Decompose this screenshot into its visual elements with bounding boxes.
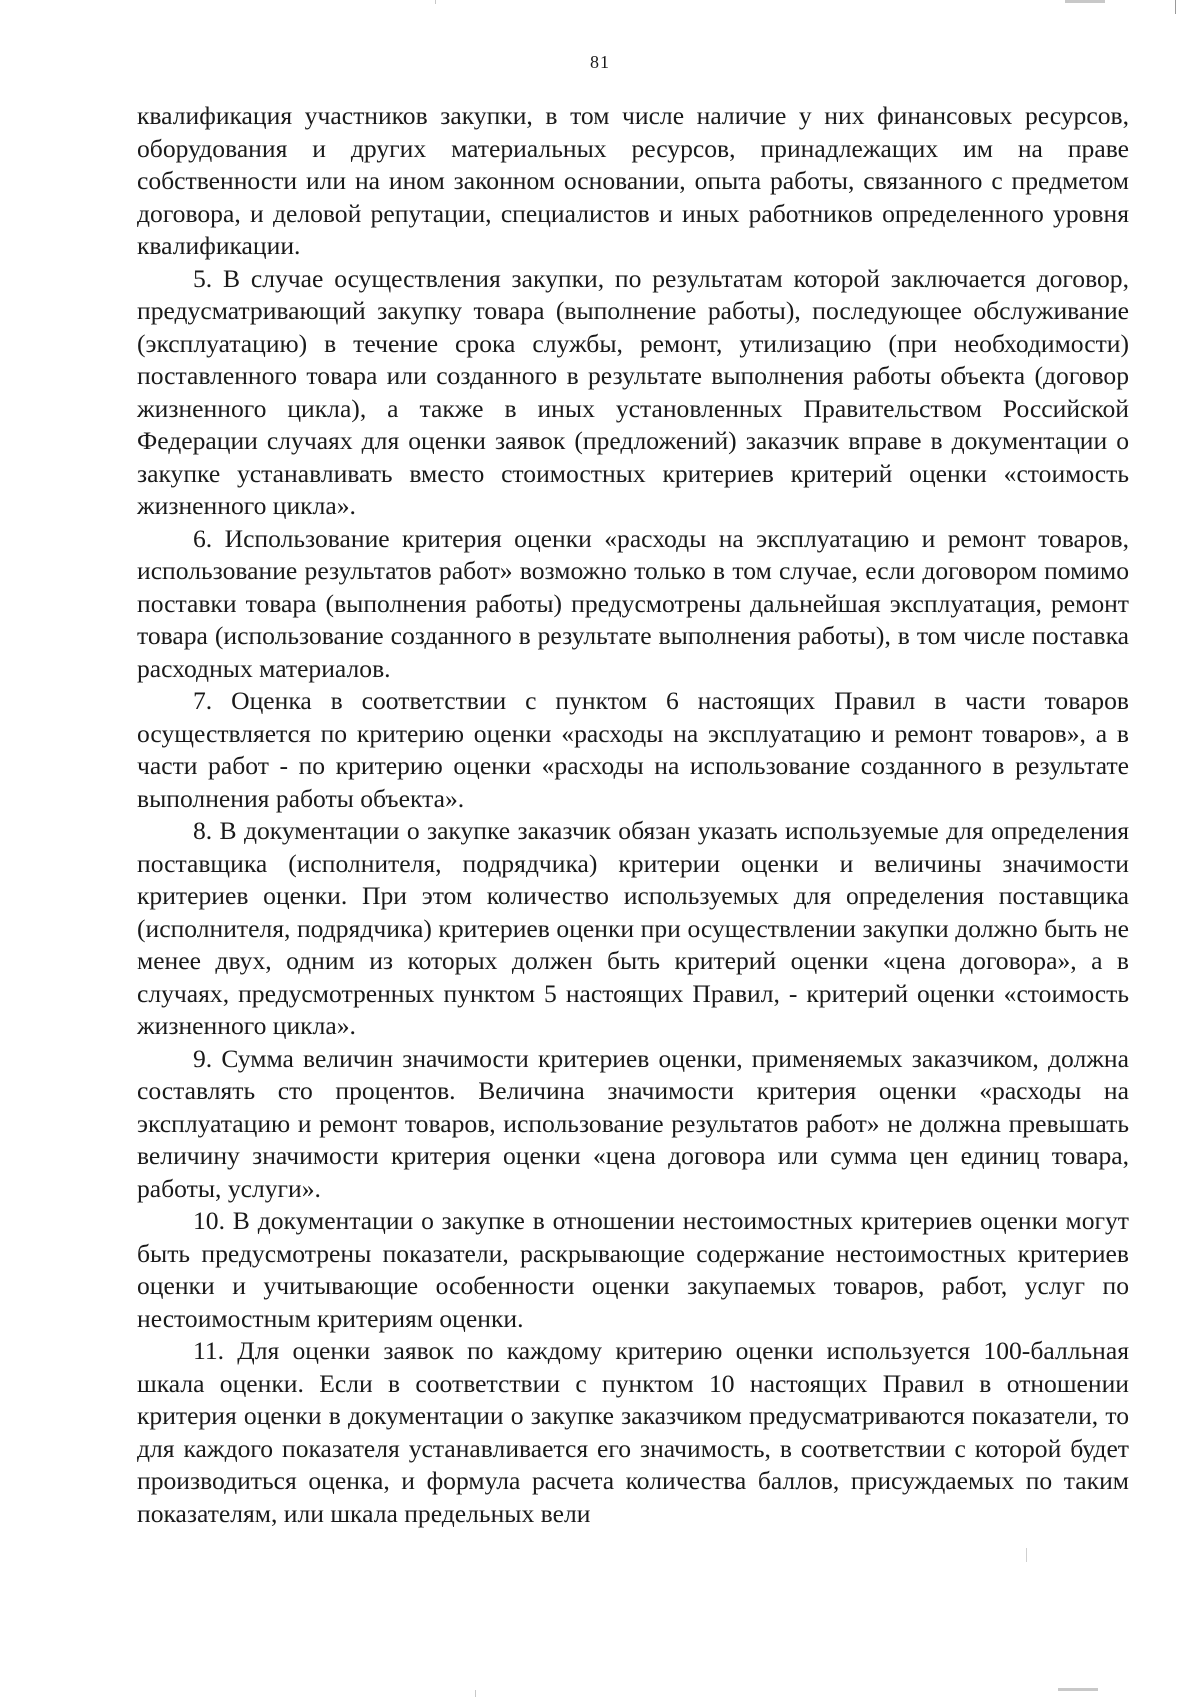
scan-artifact (1026, 1548, 1027, 1562)
scan-artifact (1065, 0, 1105, 3)
paragraph-continuation: квалификация участников закупки, в том числе наличие у них финансовых ресурсов, оборудования и других материальных ресурсов, принадлежащих им на праве собственности или на ином законном основании, опыта работы, связанного с предметом договора, и деловой репутации, специалистов и иных работников определенного уровня квалификации. (137, 101, 1129, 260)
scan-artifact (1175, 0, 1176, 14)
scan-artifact (475, 1690, 476, 1697)
paragraph-item-11: 11. Для оценки заявок по каждому критерию оценки используется 100-балльная шкала оценки. Если в соответствии с пунктом 10 настоящих Правил в отношении критерия оценки в документации о закупке заказчиком предусматриваются показатели, то для каждого показателя устанавливается его значимость, в соответствии с которой будет производиться оценка, и формула расчета количества баллов, присуждаемых по таким показателям, или шкала предельных вели (137, 1336, 1129, 1528)
scan-artifact (435, 0, 436, 4)
body-text (137, 100, 1129, 1530)
paragraph-item-6: 6. Использование критерия оценки «расходы на эксплуатацию и ремонт товаров, использование результатов работ» возможно только в том случае, если договором помимо поставки товара (выполнения работы) предусмотрены дальнейшая эксплуатация, ремонт товара (использование созданного в результате выполнения работы), в том числе поставка расходных материалов. (137, 523, 1129, 683)
scan-artifact (1058, 1688, 1098, 1691)
paragraph-item-5: 5. В случае осуществления закупки, по результатам которой заключается договор, предусматривающий закупку товара (выполнение работы), последующее обслуживание (эксплуатацию) в течение срока службы, ремонт, утилизацию (при необходимости) поставленного товара или созданного в результате выполнения работы объекта (договор жизненного цикла), а также в иных установленных Правительством Российской Федерации случаях для оценки заявок (предложений) заказчик вправе в документации о закупке устанавливать вместо стоимостных критериев критерий оценки «стоимость жизненного цикла». (137, 263, 1129, 520)
paragraph-item-10: 10. В документации о закупке в отношении нестоимостных критериев оценки могут быть предусмотрены показатели, раскрывающие содержание нестоимостных критериев оценки и учитывающие особенности оценки закупаемых товаров, работ, услуг по нестоимостным критериям оценки. (137, 1206, 1129, 1333)
paragraph-item-8: 8. В документации о закупке заказчик обязан указать используемые для определения поставщика (исполнителя, подрядчика) критерии оценки и величины значимости критериев оценки. При этом количество используемых для определения поставщика (исполнителя, подрядчика) критериев оценки при осуществлении закупки должно быть не менее двух, одним из которых должен быть критерий оценки «цена договора», а в случаях, предусмотренных пунктом 5 настоящих Правил, - критерий оценки «стоимость жизненного цикла». (137, 816, 1129, 1040)
paragraph-item-9: 9. Сумма величин значимости критериев оценки, применяемых заказчиком, должна составлять сто процентов. Величина значимости критерия оценки «расходы на эксплуатацию и ремонт товаров, использование результатов работ» не должна превышать величину значимости критерия оценки «цена договора или сумма цен единиц товара, работы, услуги». (137, 1043, 1129, 1203)
page-number: 81 (590, 52, 610, 72)
paragraph-item-7: 7. Оценка в соответствии с пунктом 6 настоящих Правил в части товаров осуществляется по критерию оценки «расходы на эксплуатацию и ремонт товаров», а в части работ - по критерию оценки «расходы на использование созданного в результате выполнения работы объекта». (137, 686, 1129, 813)
